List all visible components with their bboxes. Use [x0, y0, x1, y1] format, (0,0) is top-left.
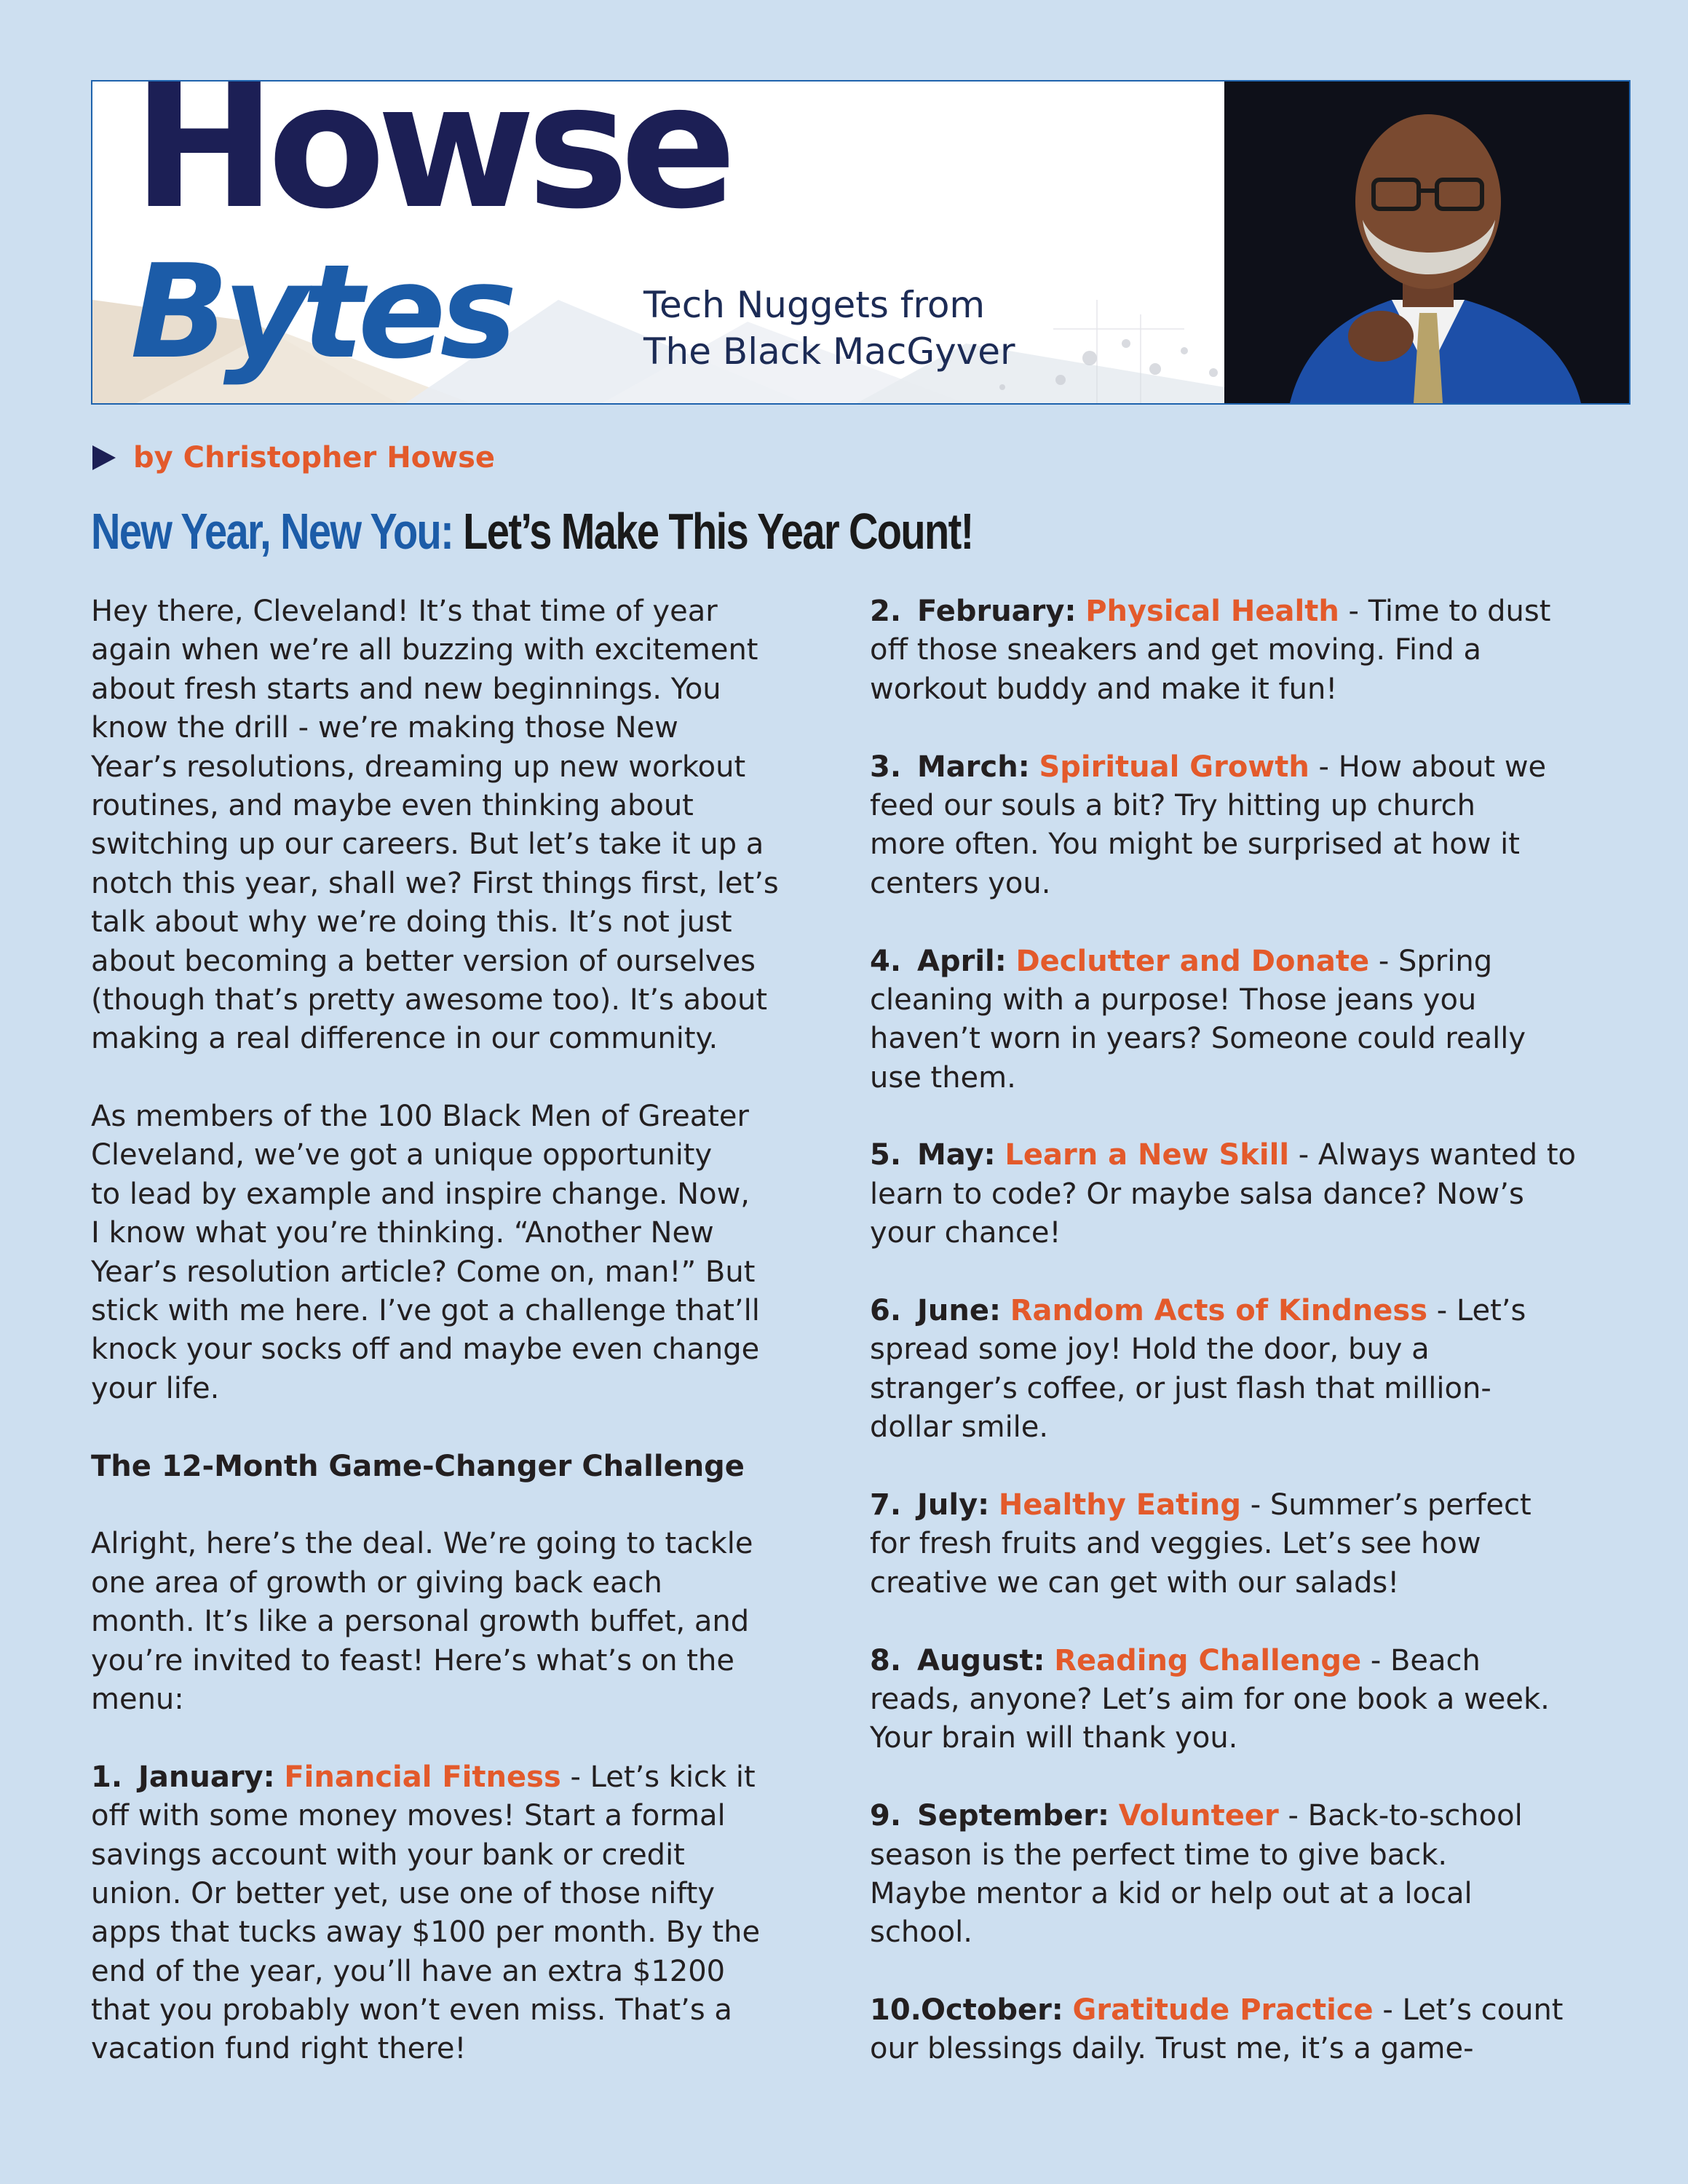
item-topic: Volunteer [1118, 1799, 1279, 1833]
item-month: October: [921, 1993, 1063, 2028]
text-line: I know what you’re thinking. “Another New [91, 1216, 714, 1250]
item-number: 2. [870, 595, 902, 628]
text-line: stick with me here. I’ve got a challenge that’ll [91, 1294, 760, 1328]
text-line: apps that tucks away $100 per month. By the [91, 1915, 761, 1950]
text-line: about becoming a better version of ourselves [91, 944, 756, 978]
item-topic: Reading Challenge [1054, 1643, 1362, 1677]
text-line: feed our souls a bit? Try hitting up church [870, 788, 1475, 822]
author-byline: by Christopher Howse [133, 441, 496, 474]
item-number: 5. [870, 1138, 902, 1172]
item-topic: Learn a New Skill [1005, 1138, 1290, 1172]
text-line: As members of the 100 Black Men of Greater [91, 1100, 749, 1134]
brand-title-bytes: Bytes [130, 237, 512, 387]
text-line: to lead by example and inspire change. Now, [91, 1177, 750, 1211]
text-line: your life. [91, 1371, 220, 1405]
text-line: Hey there, Cleveland! It’s that time of year [91, 595, 718, 628]
item-text: - Time to dust [1339, 595, 1551, 628]
tagline-line-2: The Black MacGyver [643, 330, 1015, 373]
text-line: union. Or better yet, use one of those nifty [91, 1876, 716, 1910]
text-line: switching up our careers. But let’s take it up a [91, 827, 764, 862]
item-topic: Gratitude Practice [1072, 1993, 1374, 2028]
text-line: centers you. [870, 866, 1051, 900]
item-number: 7. [870, 1488, 902, 1522]
text-line: Year’s resolutions, dreaming up new workout [91, 750, 746, 784]
list-item-august [870, 1642, 1627, 1758]
item-topic: Declutter and Donate [1015, 944, 1370, 978]
headline-part-2: Let’s Make This Year Count! [463, 503, 973, 560]
right-column [870, 592, 1627, 2069]
text-line: one area of growth or giving back each [91, 1565, 662, 1600]
tagline-line-1: Tech Nuggets from [643, 284, 986, 326]
item-month: July: [917, 1488, 990, 1522]
item-topic: Financial Fitness [284, 1760, 561, 1794]
text-line: school. [870, 1915, 972, 1950]
item-number: 1. [91, 1760, 123, 1794]
text-line: Your brain will thank you. [870, 1721, 1238, 1755]
list-item-february [870, 592, 1627, 709]
text-line: notch this year, shall we? First things first, let’s [91, 866, 779, 900]
text-line: you’re invited to feast! Here’s what’s on the [91, 1643, 734, 1677]
community-paragraph [91, 1097, 848, 1408]
item-topic: Healthy Eating [998, 1488, 1242, 1522]
item-month: April: [917, 944, 1007, 978]
text-line: spread some joy! Hold the door, buy a [870, 1333, 1430, 1367]
challenge-intro-paragraph [91, 1525, 848, 1719]
item-text: - Let’s [1427, 1294, 1526, 1328]
text-line: Maybe mentor a kid or help out at a local [870, 1876, 1473, 1910]
item-month: June: [917, 1294, 1001, 1328]
text-line: use them. [870, 1060, 1016, 1095]
text-line: again when we’re all buzzing with excitement [91, 633, 758, 667]
item-number: 4. [870, 944, 902, 978]
text-line: know the drill - we’re making those New [91, 711, 678, 745]
item-text: - Let’s kick it [560, 1760, 756, 1794]
text-line: season is the perfect time to give back. [870, 1838, 1448, 1872]
text-line: Cleveland, we’ve got a unique opportunity [91, 1138, 713, 1172]
item-topic: Random Acts of Kindness [1010, 1294, 1428, 1328]
text-line: menu: [91, 1682, 184, 1716]
text-line: routines, and maybe even thinking about [91, 788, 694, 822]
text-line: off those sneakers and get moving. Find a [870, 633, 1482, 667]
item-month: August: [917, 1643, 1045, 1677]
item-text: - Spring [1369, 944, 1493, 978]
item-number: 3. [870, 750, 902, 784]
list-item-april [870, 942, 1627, 1098]
item-text: - Summer’s perfect [1241, 1488, 1532, 1522]
item-number: 8. [870, 1643, 902, 1677]
text-line: workout buddy and make it fun! [870, 672, 1338, 706]
list-item-october [870, 1991, 1627, 2069]
text-line: off with some money moves! Start a formal [91, 1799, 726, 1833]
text-line: end of the year, you’ll have an extra $1200 [91, 1954, 726, 1988]
text-line: vacation fund right there! [91, 2032, 467, 2066]
text-line: stranger’s coffee, or just flash that million- [870, 1371, 1491, 1405]
list-item-september [870, 1797, 1627, 1953]
headline-part-1: New Year, New You: [91, 503, 453, 560]
article-headline [91, 502, 973, 560]
text-line: creative we can get with our salads! [870, 1565, 1400, 1600]
text-line: making a real difference in our community. [91, 1022, 718, 1056]
text-line: our blessings daily. Trust me, it’s a game- [870, 2032, 1474, 2066]
text-line: your chance! [870, 1216, 1061, 1250]
item-number: 6. [870, 1294, 902, 1328]
item-month: September: [917, 1799, 1109, 1833]
text-line: for fresh fruits and veggies. Let’s see how [870, 1527, 1481, 1561]
item-number: 10. [870, 1993, 922, 2028]
list-item-march [870, 748, 1627, 904]
text-line: reads, anyone? Let’s aim for one book a week. [870, 1682, 1550, 1716]
text-line: Year’s resolution article? Come on, man!” But [91, 1255, 756, 1289]
section-subheading: The 12-Month Game-Changer Challenge [91, 1449, 745, 1483]
intro-paragraph [91, 592, 848, 1059]
item-text: - How about we [1309, 750, 1547, 784]
item-text: - Always wanted to [1289, 1138, 1576, 1172]
tagline [643, 282, 1015, 375]
text-line: haven’t worn in years? Someone could really [870, 1022, 1526, 1056]
author-portrait-image [1224, 82, 1629, 403]
item-number: 9. [870, 1799, 902, 1833]
text-line: learn to code? Or maybe salsa dance? Now’s [870, 1177, 1524, 1211]
left-column [91, 592, 848, 2069]
text-line: more often. You might be surprised at how it [870, 827, 1520, 862]
text-line: about fresh starts and new beginnings. You [91, 672, 721, 706]
text-line: talk about why we’re doing this. It’s not just [91, 905, 732, 940]
item-text: - Beach [1361, 1643, 1481, 1677]
text-line: that you probably won’t even miss. That’s a [91, 1993, 732, 2028]
item-topic: Physical Health [1085, 595, 1339, 628]
item-month: March: [917, 750, 1030, 784]
brand-title-howse: Howse [132, 80, 729, 247]
list-item-july [870, 1486, 1627, 1603]
text-line: month. It’s like a personal growth buffet, and [91, 1605, 750, 1639]
list-item-may [870, 1136, 1627, 1252]
text-line: (though that’s pretty awesome too). It’s about [91, 982, 768, 1017]
masthead-banner [91, 80, 1630, 405]
item-month: February: [917, 595, 1077, 628]
text-line: knock your socks off and maybe even change [91, 1333, 760, 1367]
item-month: May: [917, 1138, 996, 1172]
item-text: - Let’s count [1373, 1993, 1564, 2028]
text-line: Alright, here’s the deal. We’re going to tackle [91, 1527, 753, 1561]
list-item-june [870, 1292, 1627, 1448]
text-line: dollar smile. [870, 1410, 1049, 1445]
item-topic: Spiritual Growth [1039, 750, 1309, 784]
text-line: cleaning with a purpose! Those jeans you [870, 982, 1477, 1017]
byline [91, 440, 495, 476]
text-line: savings account with your bank or credit [91, 1838, 685, 1872]
item-text: - Back-to-school [1278, 1799, 1523, 1833]
list-item-january [91, 1758, 848, 2069]
play-triangle-icon [91, 444, 117, 472]
item-month: January: [138, 1760, 275, 1794]
